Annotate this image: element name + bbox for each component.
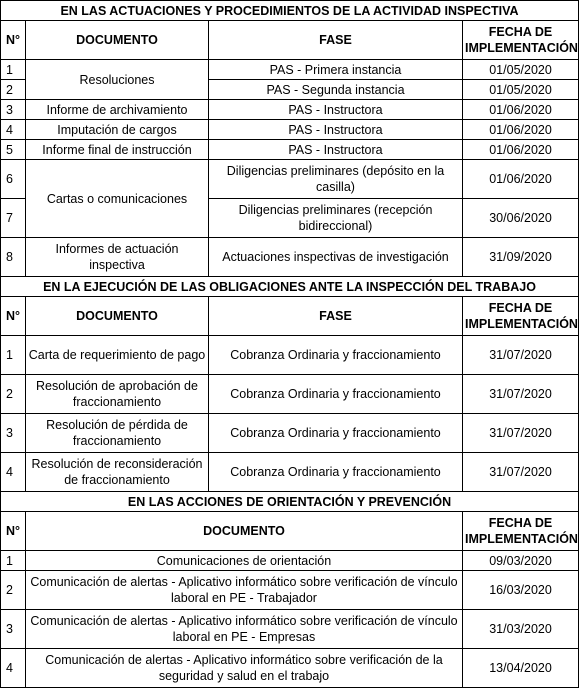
header-documento: DOCUMENTO	[26, 297, 209, 336]
row-documento: Resolución de pérdida de fraccionamiento	[26, 414, 209, 453]
row-num: 4	[1, 453, 26, 492]
table-row	[1, 571, 579, 610]
row-fecha: 01/06/2020	[463, 100, 579, 120]
row-fecha: 13/04/2020	[463, 649, 579, 688]
row-fase: Diligencias preliminares (depósito en la casilla)	[209, 160, 463, 199]
header-documento: DOCUMENTO	[26, 512, 463, 551]
table-row	[1, 336, 579, 375]
row-fecha: 01/06/2020	[463, 160, 579, 199]
row-fase: Cobranza Ordinaria y fraccionamiento	[209, 453, 463, 492]
header-num: N°	[1, 512, 26, 551]
row-fase: PAS - Primera instancia	[209, 60, 463, 80]
section-title-row	[1, 277, 579, 297]
row-fecha: 31/07/2020	[463, 375, 579, 414]
header-documento: DOCUMENTO	[26, 21, 209, 60]
row-fecha: 01/06/2020	[463, 140, 579, 160]
row-documento: Informes de actuación inspectiva	[26, 238, 209, 277]
row-fecha: 31/09/2020	[463, 238, 579, 277]
row-fase: Cobranza Ordinaria y fraccionamiento	[209, 336, 463, 375]
header-num: N°	[1, 297, 26, 336]
header-fase: FASE	[209, 297, 463, 336]
row-documento: Carta de requerimiento de pago	[26, 336, 209, 375]
header-num: N°	[1, 21, 26, 60]
table-row	[1, 649, 579, 688]
row-documento: Comunicación de alertas - Aplicativo informático sobre verificación de vínculo laboral en PE - Empresas	[26, 610, 463, 649]
table-row	[1, 140, 579, 160]
header-fecha: FECHA DE IMPLEMENTACIÓN	[463, 512, 579, 551]
row-num: 2	[1, 375, 26, 414]
row-fase: Diligencias preliminares (recepción bidireccional)	[209, 199, 463, 238]
table-row	[1, 160, 579, 199]
row-fecha: 31/07/2020	[463, 336, 579, 375]
header-row	[1, 21, 579, 60]
row-num: 8	[1, 238, 26, 277]
row-num: 3	[1, 414, 26, 453]
row-fecha: 01/05/2020	[463, 80, 579, 100]
row-documento: Resolución de reconsideración de fraccionamiento	[26, 453, 209, 492]
table-row	[1, 453, 579, 492]
row-fase: Cobranza Ordinaria y fraccionamiento	[209, 375, 463, 414]
row-fecha: 30/06/2020	[463, 199, 579, 238]
row-documento: Comunicación de alertas - Aplicativo informático sobre verificación de vínculo laboral en PE - Trabajador	[26, 571, 463, 610]
header-fase: FASE	[209, 21, 463, 60]
row-num: 4	[1, 649, 26, 688]
row-num: 7	[1, 199, 26, 238]
row-num: 1	[1, 336, 26, 375]
header-fecha: FECHA DE IMPLEMENTACIÓN	[463, 297, 579, 336]
row-num: 5	[1, 140, 26, 160]
row-num: 2	[1, 80, 26, 100]
section-title-row	[1, 492, 579, 512]
row-num: 3	[1, 610, 26, 649]
header-row	[1, 512, 579, 551]
row-fecha: 01/06/2020	[463, 120, 579, 140]
row-documento: Cartas o comunicaciones	[26, 160, 209, 238]
table-row	[1, 238, 579, 277]
table-row	[1, 120, 579, 140]
section-title: EN LAS ACCIONES DE ORIENTACIÓN Y PREVENCIÓN	[1, 492, 579, 512]
table-row	[1, 375, 579, 414]
row-fecha: 01/05/2020	[463, 60, 579, 80]
row-fase: PAS - Instructora	[209, 140, 463, 160]
row-documento: Informe final de instrucción	[26, 140, 209, 160]
row-documento: Imputación de cargos	[26, 120, 209, 140]
row-documento: Resoluciones	[26, 60, 209, 100]
section-title-row	[1, 1, 579, 21]
row-documento: Informe de archivamiento	[26, 100, 209, 120]
row-num: 4	[1, 120, 26, 140]
header-fecha: FECHA DE IMPLEMENTACIÓN	[463, 21, 579, 60]
row-fase: PAS - Segunda instancia	[209, 80, 463, 100]
row-num: 2	[1, 571, 26, 610]
table-row	[1, 551, 579, 571]
row-num: 3	[1, 100, 26, 120]
section-title: EN LAS ACTUACIONES Y PROCEDIMIENTOS DE LA ACTIVIDAD INSPECTIVA	[1, 1, 579, 21]
table-row	[1, 100, 579, 120]
row-num: 1	[1, 60, 26, 80]
row-fase: Cobranza Ordinaria y fraccionamiento	[209, 414, 463, 453]
row-fase: PAS - Instructora	[209, 120, 463, 140]
row-num: 6	[1, 160, 26, 199]
row-fecha: 31/03/2020	[463, 610, 579, 649]
header-row	[1, 297, 579, 336]
row-fase: PAS - Instructora	[209, 100, 463, 120]
row-fecha: 09/03/2020	[463, 551, 579, 571]
table-row	[1, 610, 579, 649]
row-documento: Comunicación de alertas - Aplicativo informático sobre verificación de la seguridad y salud en el trabajo	[26, 649, 463, 688]
row-fase: Actuaciones inspectivas de investigación	[209, 238, 463, 277]
row-documento: Comunicaciones de orientación	[26, 551, 463, 571]
row-fecha: 16/03/2020	[463, 571, 579, 610]
row-num: 1	[1, 551, 26, 571]
table-row	[1, 60, 579, 80]
row-documento: Resolución de aprobación de fraccionamiento	[26, 375, 209, 414]
row-fecha: 31/07/2020	[463, 453, 579, 492]
section-title: EN LA EJECUCIÓN DE LAS OBLIGACIONES ANTE LA INSPECCIÓN DEL TRABAJO	[1, 277, 579, 297]
row-fecha: 31/07/2020	[463, 414, 579, 453]
table-row	[1, 414, 579, 453]
